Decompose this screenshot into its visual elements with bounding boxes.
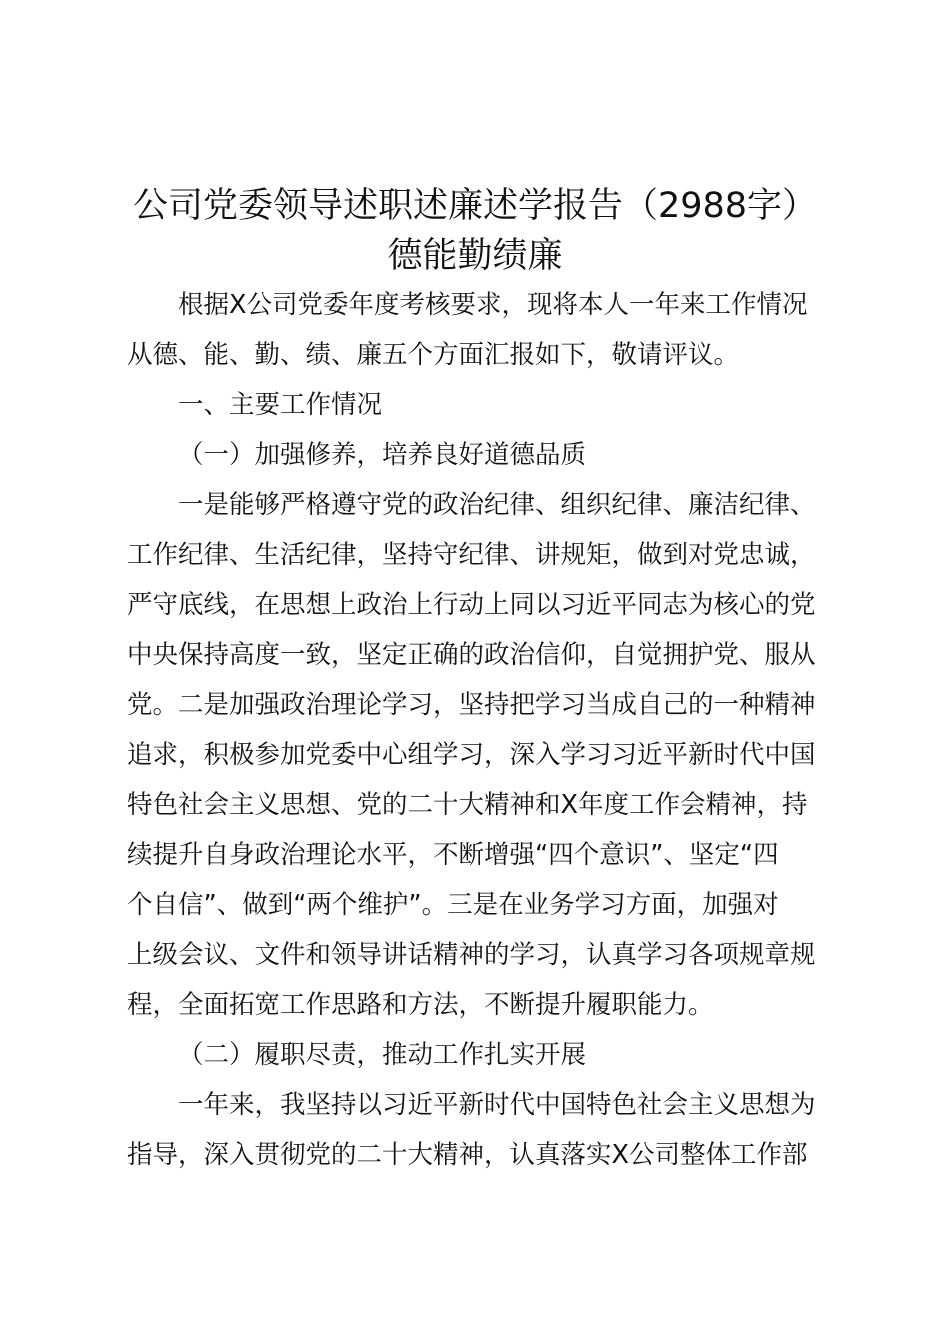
paragraph-line: 一年来，我坚持以习近平新时代中国特色社会主义思想为 [178,1090,816,1120]
subsection-heading: （一）加强修养，培养良好道德品质 [178,440,587,470]
paragraph-line: 严守底线，在思想上政治上行动上同以习近平同志为核心的党 [127,590,816,620]
paragraph-line: 特色社会主义思想、党的二十大精神和X年度工作会精神，持 [127,790,808,820]
paragraph-line: 中央保持高度一致，坚定正确的政治信仰，自觉拥护党、服从 [127,640,816,670]
paragraph-line: 上级会议、文件和领导讲话精神的学习，认真学习各项规章规 [127,940,816,970]
subsection-heading: （二）履职尽责，推动工作扎实开展 [178,1040,587,1070]
document-title-line-2: 德能勤绩廉 [387,236,563,276]
paragraph-line: 续提升自身政治理论水平，不断增强“四个意识”、坚定“四 [127,840,779,870]
document-title-line-1: 公司党委领导述职述廉述学报告（2988字） [132,186,818,226]
document-body [127,280,837,1180]
paragraph-line: 工作纪律、生活纪律，坚持守纪律、讲规矩，做到对党忠诚， [127,540,816,570]
paragraph-line: 党。二是加强政治理论学习，坚持把学习当成自己的一种精神 [127,690,816,720]
paragraph-line: 一是能够严格遵守党的政治纪律、组织纪律、廉洁纪律、 [178,490,816,520]
paragraph-line: 根据X公司党委年度考核要求，现将本人一年来工作情况 [178,290,808,320]
section-heading: 一、主要工作情况 [178,390,383,420]
paragraph-line: 个自信”、做到“两个维护”。三是在业务学习方面，加强对 [127,890,779,920]
paragraph-line: 追求，积极参加党委中心组学习，深入学习习近平新时代中国 [127,740,816,770]
paragraph-line: 从德、能、勤、绩、廉五个方面汇报如下，敬请评议。 [127,340,740,370]
paragraph-line: 指导，深入贯彻党的二十大精神，认真落实X公司整体工作部 [127,1140,808,1170]
paragraph-line: 程，全面拓宽工作思路和方法，不断提升履职能力。 [127,990,714,1020]
